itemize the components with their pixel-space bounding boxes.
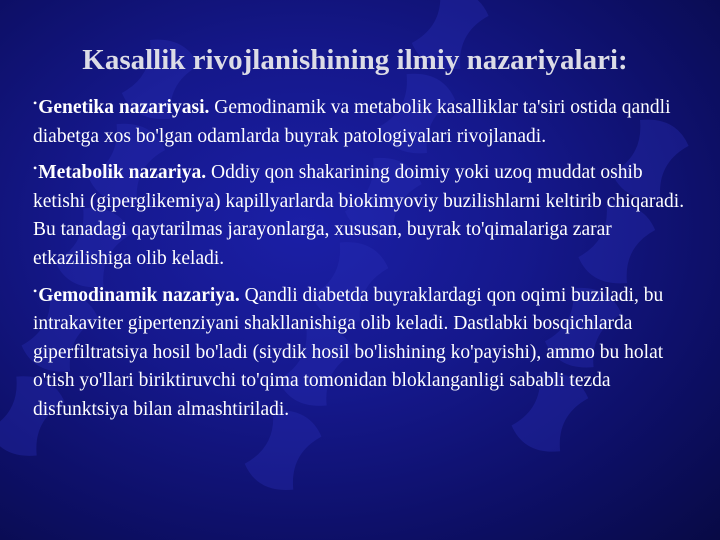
bullet-term: Genetika nazariyasi. (38, 97, 210, 118)
bullet-icon: • (33, 161, 38, 176)
bullet-term: Metabolik nazariya. (38, 162, 207, 184)
bullet-text: Qandli diabetda buyraklardagi qon oqimi buziladi, bu intrakaviter gipertenziyani shakllanishiga olib keladi. Dastlabki bosqichlarda giperfiltratsiya hosil bo'ladi (siydik hosil bo'lishining ko'payishi), ammo bu holat o'tish yo'llari biriktiruvchi to'qima tomonidan bloklanganligi sababli tezda disfunktsiya bilan almashtiriladi. (33, 284, 664, 420)
bullet-term: Gemodinamik nazariya. (38, 284, 240, 306)
bullet-item-gemodinamik (33, 277, 693, 425)
bullet-item-metabolik (33, 154, 693, 273)
bullet-icon: • (33, 96, 38, 110)
bullet-icon: • (33, 283, 38, 298)
bullet-item-genetika (33, 89, 693, 151)
slide-body (33, 89, 693, 428)
bullet-text: Oddiy qon shakarining doimiy yoki uzoq muddat oshib ketishi (giperglikemiya) kapillyarlarda biokimyoviy buzilishlarni keltirib chiqaradi. Bu tanadagi qaytarilmas jarayonlarga, xususan, buyrak to'qimalariga zarar etkazilishiga olib keladi. (33, 162, 685, 269)
slide-title: Kasallik rivojlanishining ilmiy nazariyalari: (82, 44, 628, 76)
bullet-text: Gemodinamik va metabolik kasalliklar ta'siri ostida qandli diabetga xos bo'lgan odamlarda buyrak patologiyalari rivojlanadi. (33, 97, 671, 147)
